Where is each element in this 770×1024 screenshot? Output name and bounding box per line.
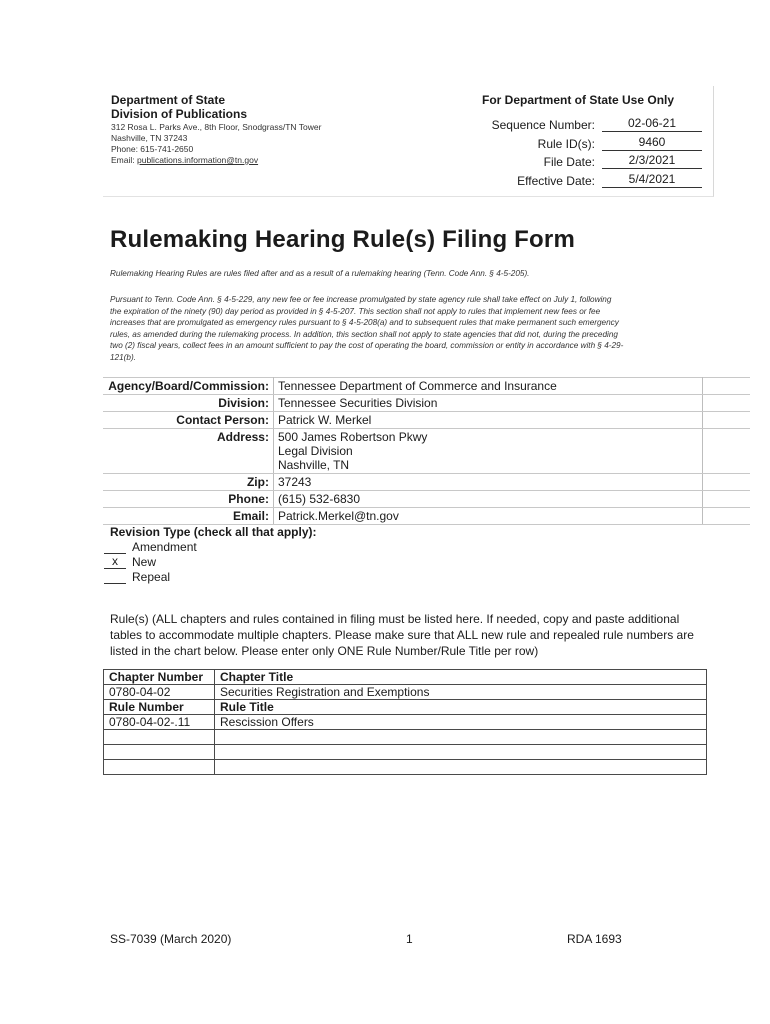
division-title: Division of Publications [111,107,248,121]
empty-cell [702,378,750,395]
address-line-1: 500 James Robertson Pkwy [277,430,428,444]
sequence-number-label: Sequence Number: [491,118,595,132]
empty-cell [702,429,750,474]
address-line-3: Nashville, TN [277,458,350,472]
rule-number-cell[interactable]: 0780-04-02-.11 [104,715,215,730]
address-row [103,429,750,474]
chapter-number-cell[interactable]: 0780-04-02 [104,685,215,700]
empty-cell [702,508,750,525]
chapter-title-header: Chapter Title [215,670,707,685]
rules-note-line-2: tables to accommodate multiple chapters. Please make sure that ALL new rule and repealed rule numbers are [110,628,694,642]
email-row [103,508,750,525]
phone-label: Phone: [103,491,273,508]
empty-cell [702,491,750,508]
rule-title-cell[interactable]: Rescission Offers [215,715,707,730]
phone-row [103,491,750,508]
empty-cell [702,395,750,412]
empty-cell[interactable] [104,760,215,775]
revision-amendment[interactable] [104,540,197,554]
dept-email [111,155,258,165]
address-value[interactable] [273,429,702,474]
phone-value[interactable]: (615) 532-6830 [273,491,702,508]
checkbox-blank[interactable] [104,570,126,584]
effective-date-label: Effective Date: [517,174,595,188]
revision-label: Repeal [132,570,171,584]
address-label: Address: [103,429,273,474]
contact-row [103,412,750,429]
state-use-heading: For Department of State Use Only [482,93,675,107]
agency-value[interactable]: Tennessee Department of Commerce and Insurance [273,378,702,395]
rule-id-value: 9460 [602,135,702,151]
rule-title-header: Rule Title [215,700,707,715]
page-number: 1 [406,932,413,946]
email-label: Email: [103,508,273,525]
checkbox-blank[interactable] [104,540,126,554]
contact-label: Contact Person: [103,412,273,429]
rule-header-row [104,700,707,715]
rule-id-label: Rule ID(s): [537,137,595,151]
division-row [103,395,750,412]
intro-line-1: Pursuant to Tenn. Code Ann. § 4-5-229, any new fee or fee increase promulgated by state agency rule shall take effect on July 1, following [110,295,612,304]
email-value[interactable]: Patrick.Merkel@tn.gov [273,508,702,525]
empty-cell[interactable] [215,760,707,775]
rules-instructions [110,611,710,659]
agency-label: Agency/Board/Commission: [103,378,273,395]
effective-date-value: 5/4/2021 [602,172,702,188]
chapter-header-row [104,670,707,685]
chapter-title-cell[interactable]: Securities Registration and Exemptions [215,685,707,700]
rda-number: RDA 1693 [567,932,622,946]
intro-line-2: the expiration of the ninety (90) day period as provided in § 4-5-207. This section shall not apply to rules that implement new fees or fee [110,306,601,316]
empty-cell [702,474,750,491]
file-date-value: 2/3/2021 [602,153,702,169]
empty-rule-row [104,760,707,775]
dept-address: 312 Rosa L. Parks Ave., 8th Floor, Snodgrass/TN Tower [111,122,322,132]
division-value[interactable]: Tennessee Securities Division [273,395,702,412]
agency-row [103,378,750,395]
revision-heading: Revision Type (check all that apply): [110,525,317,539]
rules-table [103,669,707,775]
revision-new[interactable] [104,555,156,569]
revision-repeal[interactable] [104,570,170,584]
intro-line-4: rules, as amended during the rulemaking process. In addition, this section shall not apply to state agencies that did not, during the preceding [110,329,618,339]
revision-label: New [132,555,157,569]
dept-phone: Phone: 615-741-2650 [111,144,194,154]
empty-cell[interactable] [104,730,215,745]
chapter-row [104,685,707,700]
checkbox-blank[interactable]: x [104,555,126,569]
empty-rule-row [104,745,707,760]
page-title: Rulemaking Hearing Rule(s) Filing Form [110,226,575,253]
empty-cell [702,412,750,429]
revision-label: Amendment [132,540,197,554]
agency-info-table [103,377,750,525]
empty-cell[interactable] [215,730,707,745]
contact-value[interactable]: Patrick W. Merkel [273,412,702,429]
rules-note-line-1: Rule(s) (ALL chapters and rules contained in filing must be listed here. If needed, copy and paste additional [110,612,680,626]
zip-row [103,474,750,491]
intro-text: Rulemaking Hearing Rules are rules filed after and as a result of a rulemaking hearing (Tenn. Code Ann. § 4-5-205). [110,269,530,278]
rule-row [104,715,707,730]
chapter-number-header: Chapter Number [104,670,215,685]
intro-line-6: 121(b). [110,352,136,362]
file-date-label: File Date: [543,155,595,169]
intro-line-3: increases that are promulgated as emergency rules pursuant to § 4-5-208(a) and to subsequent rules that make permanent such emergency [110,318,619,327]
zip-value[interactable]: 37243 [273,474,702,491]
empty-rule-row [104,730,707,745]
sequence-number-value: 02-06-21 [602,116,702,132]
rules-note-line-3: listed in the chart below. Please enter only ONE Rule Number/Rule Title per row) [110,644,539,658]
dept-city: Nashville, TN 37243 [111,133,188,143]
dept-title: Department of State [111,93,226,107]
empty-cell[interactable] [215,745,707,760]
form-number: SS-7039 (March 2020) [110,932,232,946]
address-line-2: Legal Division [277,444,353,458]
intro-line-5: two (2) fiscal years, collect fees in an amount sufficient to pay the cost of operating the board, commission or entity in accordance with § 4-29- [110,341,624,350]
zip-label: Zip: [103,474,273,491]
email-prefix: Email: [111,155,137,165]
division-label: Division: [103,395,273,412]
email-link[interactable]: publications.information@tn.gov [136,155,259,165]
rule-number-header: Rule Number [104,700,215,715]
empty-cell[interactable] [104,745,215,760]
